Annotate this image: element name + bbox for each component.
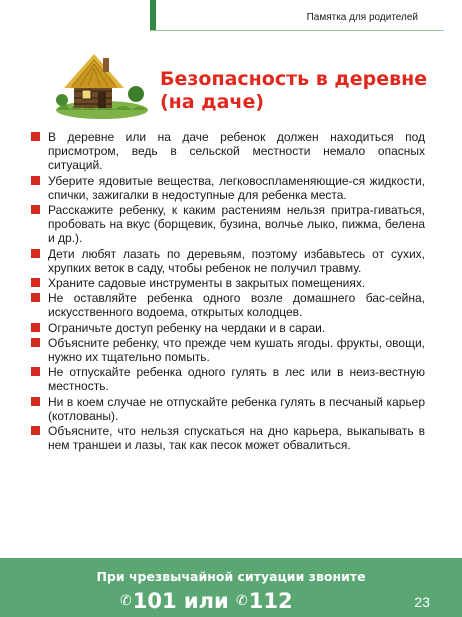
bullet-square-icon [31, 397, 40, 406]
bullet-square-icon [31, 278, 40, 287]
title-line-1: Безопасность в деревне [160, 68, 428, 90]
bush [128, 86, 144, 102]
title-line-2: (на даче) [160, 91, 265, 113]
safety-tips-list [30, 130, 425, 453]
list-item-text: Расскажите ребенку, к каким растениям нельзя притра-гиваться, пробовать на вкус (борщевик, бузина, волчье лыко, пижма, белена и др.). [48, 203, 425, 246]
bullet-square-icon [31, 338, 40, 347]
list-item-text: В деревне или на даче ребенок должен находиться под присмотром, ведь в сельской местности немало опасных ситуаций. [48, 130, 425, 173]
page-title [160, 68, 450, 114]
list-item [30, 395, 425, 423]
house-window [82, 90, 91, 99]
list-item-text: Ограничьте доступ ребенку на чердаки и в сараи. [48, 320, 326, 335]
list-item-text: Объясните, что нельзя спускаться на дно карьера, выкапывать в нем траншеи и лазы, так как песок может обвалиться. [48, 424, 425, 453]
emergency-conjunction: или [183, 589, 229, 613]
list-item-text: Объясните ребенку, что прежде чем кушать ягоды. фрукты, овощи, нужно их тщательно помыть. [48, 335, 425, 365]
list-item-text: Храните садовые инструменты в закрытых помещениях. [48, 276, 366, 291]
list-item-text: Дети любят лазать по деревьям, поэтому избавьтесь от сухих, хрупких веток в саду, чтобы ребенок не получил травму. [48, 246, 425, 275]
list-item-text: Уберите ядовитые вещества, легковоспламеняющие-ся жидкости, спички, зажигалки в недоступные для ребенка места. [48, 173, 425, 202]
header-note: Памятка для родителей [306, 12, 418, 23]
chimney [103, 58, 109, 72]
list-item-text: Не отпускайте ребенка одного гулять в лес или в неиз-вестную местность. [48, 365, 425, 394]
list-item-text: Не оставляйте ребенка одного возле домашнего бас-сейна, искусственного водоема, открытых колодцев. [48, 291, 425, 320]
bullet-square-icon [31, 323, 40, 332]
list-item [30, 291, 425, 319]
list-item [30, 174, 425, 202]
bullet-square-icon [31, 132, 40, 141]
list-item [30, 276, 425, 290]
phone-icon: ✆ [120, 593, 132, 609]
list-item [30, 130, 425, 173]
emergency-numbers [120, 589, 293, 613]
list-item [30, 424, 425, 452]
bullet-square-icon [31, 249, 40, 258]
header-accent-bar [150, 0, 156, 30]
emergency-number-112: 112 [248, 589, 293, 613]
list-item [30, 365, 425, 393]
emergency-number-101: 101 [132, 589, 177, 613]
bullet-square-icon [31, 176, 40, 185]
page-number: 23 [414, 594, 430, 610]
house-door [98, 92, 106, 108]
list-item-text: Ни в коем случае не отпускайте ребенка гулять в песчаный карьер (котлованы). [48, 394, 425, 423]
bullet-square-icon [31, 293, 40, 302]
bullet-square-icon [31, 205, 40, 214]
emergency-call-text: При чрезвычайной ситуации звоните [96, 569, 366, 584]
bullet-square-icon [31, 367, 40, 376]
header-rule [150, 30, 444, 31]
list-item [30, 203, 425, 246]
list-item [30, 247, 425, 275]
emergency-footer [0, 558, 462, 617]
list-item [30, 336, 425, 364]
list-item [30, 321, 425, 335]
phone-icon: ✆ [236, 593, 248, 609]
bullet-square-icon [31, 426, 40, 435]
village-house-illustration [50, 40, 150, 122]
